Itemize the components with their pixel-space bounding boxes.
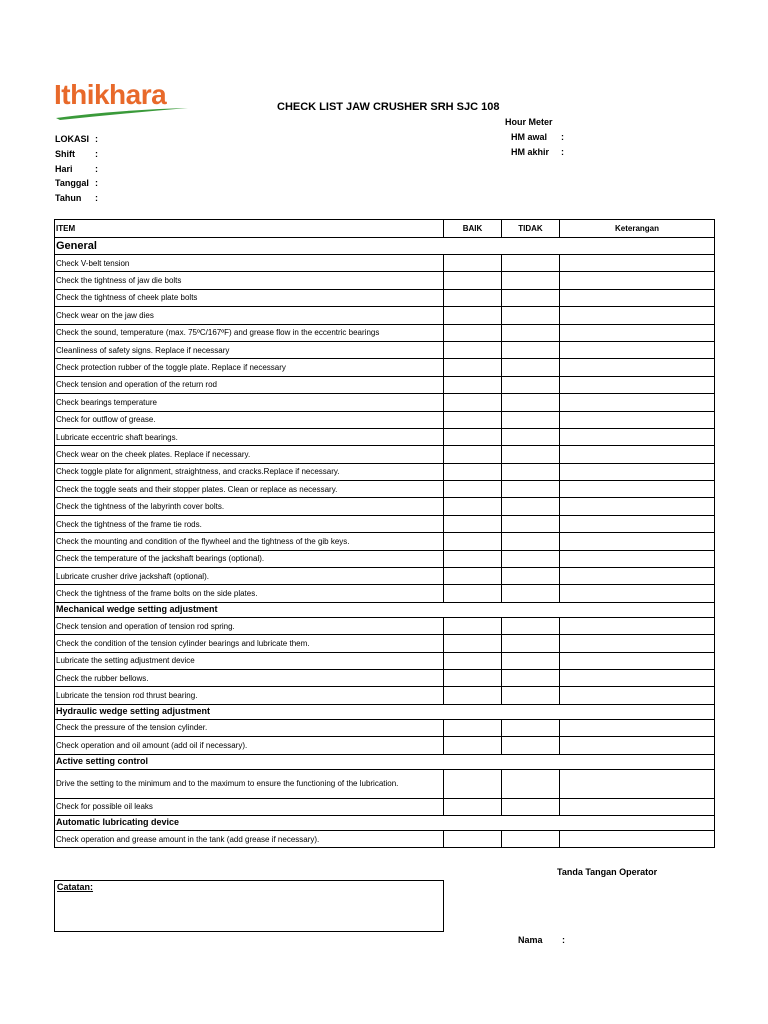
- table-row: [55, 394, 715, 411]
- tidak-cell[interactable]: [502, 550, 560, 567]
- field-hari[interactable]: [55, 162, 98, 177]
- baik-cell[interactable]: [444, 798, 502, 815]
- keterangan-cell[interactable]: [560, 446, 715, 463]
- section-mechanical: [55, 602, 715, 617]
- table-row: [55, 359, 715, 376]
- baik-cell[interactable]: [444, 324, 502, 341]
- table-row: [55, 769, 715, 798]
- table-row: [55, 719, 715, 736]
- item-label: Lubricate the setting adjustment device: [55, 652, 444, 669]
- tidak-cell[interactable]: [502, 411, 560, 428]
- baik-cell[interactable]: [444, 737, 502, 754]
- keterangan-cell[interactable]: [560, 533, 715, 550]
- baik-cell[interactable]: [444, 359, 502, 376]
- field-separator: :: [561, 147, 564, 157]
- table-row: [55, 411, 715, 428]
- item-label: Check wear on the cheek plates. Replace if necessary.: [55, 446, 444, 463]
- tidak-cell[interactable]: [502, 255, 560, 272]
- logo-swoosh-icon: [56, 108, 188, 120]
- baik-cell[interactable]: [444, 428, 502, 445]
- baik-cell[interactable]: [444, 307, 502, 324]
- baik-cell[interactable]: [444, 481, 502, 498]
- field-label: HM awal: [511, 132, 548, 142]
- baik-cell[interactable]: [444, 515, 502, 532]
- table-row: [55, 550, 715, 567]
- baik-cell[interactable]: [444, 394, 502, 411]
- keterangan-cell[interactable]: [560, 341, 715, 358]
- hour-meter-title: Hour Meter: [505, 117, 553, 127]
- keterangan-cell[interactable]: [560, 481, 715, 498]
- auto-items: [55, 830, 715, 847]
- keterangan-cell[interactable]: [560, 428, 715, 445]
- baik-cell[interactable]: [444, 446, 502, 463]
- keterangan-cell[interactable]: [560, 463, 715, 480]
- keterangan-cell[interactable]: [560, 769, 715, 798]
- table-row: [55, 498, 715, 515]
- section-title: Automatic lubricating device: [55, 815, 715, 830]
- section-title: Active setting control: [55, 754, 715, 769]
- item-label: Check bearings temperature: [55, 394, 444, 411]
- baik-cell[interactable]: [444, 533, 502, 550]
- item-label: Check the tightness of the frame tie rods.: [55, 515, 444, 532]
- section-title: General: [55, 238, 715, 255]
- section-active: [55, 754, 715, 769]
- tidak-cell[interactable]: [502, 394, 560, 411]
- tidak-cell[interactable]: [502, 463, 560, 480]
- item-label: Check wear on the jaw dies: [55, 307, 444, 324]
- baik-cell[interactable]: [444, 769, 502, 798]
- table-row: [55, 481, 715, 498]
- item-label: Check the tightness of the labyrinth cover bolts.: [55, 498, 444, 515]
- tidak-cell[interactable]: [502, 798, 560, 815]
- baik-cell[interactable]: [444, 289, 502, 306]
- section-auto: [55, 815, 715, 830]
- baik-cell[interactable]: [444, 687, 502, 704]
- keterangan-cell[interactable]: [560, 687, 715, 704]
- baik-cell[interactable]: [444, 669, 502, 686]
- baik-cell[interactable]: [444, 652, 502, 669]
- tidak-cell[interactable]: [502, 498, 560, 515]
- table-row: [55, 617, 715, 634]
- keterangan-cell[interactable]: [560, 289, 715, 306]
- item-label: Check the temperature of the jackshaft bearings (optional).: [55, 550, 444, 567]
- table-row: [55, 324, 715, 341]
- header-info-fields: [55, 132, 98, 206]
- field-label: Tahun: [55, 193, 82, 204]
- table-header-row: [55, 220, 715, 238]
- table-row: [55, 446, 715, 463]
- keterangan-cell[interactable]: [560, 307, 715, 324]
- keterangan-cell[interactable]: [560, 394, 715, 411]
- logo-text: Ithikhara: [54, 79, 167, 110]
- table-row: [55, 272, 715, 289]
- tidak-cell[interactable]: [502, 669, 560, 686]
- tidak-cell[interactable]: [502, 687, 560, 704]
- item-label: Check the condition of the tension cylinder bearings and lubricate them.: [55, 635, 444, 652]
- table-row: [55, 687, 715, 704]
- tidak-cell[interactable]: [502, 515, 560, 532]
- header-tidak: TIDAK: [502, 220, 560, 238]
- table-row: [55, 669, 715, 686]
- baik-cell[interactable]: [444, 341, 502, 358]
- keterangan-cell[interactable]: [560, 498, 715, 515]
- keterangan-cell[interactable]: [560, 669, 715, 686]
- hydraulic-items: [55, 719, 715, 754]
- item-label: Check operation and grease amount in the tank (add grease if necessary).: [55, 830, 444, 847]
- item-label: Drive the setting to the minimum and to the maximum to ensure the functioning of the lubrication.: [55, 769, 444, 798]
- baik-cell[interactable]: [444, 830, 502, 847]
- baik-cell[interactable]: [444, 255, 502, 272]
- item-label: Check the toggle seats and their stopper plates. Clean or replace as necessary.: [55, 481, 444, 498]
- keterangan-cell[interactable]: [560, 798, 715, 815]
- keterangan-cell[interactable]: [560, 324, 715, 341]
- keterangan-cell[interactable]: [560, 376, 715, 393]
- table-row: [55, 568, 715, 585]
- keterangan-cell[interactable]: [560, 830, 715, 847]
- field-separator: :: [95, 134, 98, 144]
- baik-cell[interactable]: [444, 411, 502, 428]
- table-row: [55, 428, 715, 445]
- table-row: [55, 830, 715, 847]
- tidak-cell[interactable]: [502, 359, 560, 376]
- tidak-cell[interactable]: [502, 428, 560, 445]
- keterangan-cell[interactable]: [560, 550, 715, 567]
- item-label: Check for outflow of grease.: [55, 411, 444, 428]
- table-row: [55, 652, 715, 669]
- mechanical-items: [55, 617, 715, 704]
- tidak-cell[interactable]: [502, 272, 560, 289]
- keterangan-cell[interactable]: [560, 652, 715, 669]
- item-label: Cleanliness of safety signs. Replace if necessary: [55, 341, 444, 358]
- item-label: Check V-belt tension: [55, 255, 444, 272]
- field-separator: :: [95, 178, 98, 189]
- item-label: Check the tightness of jaw die bolts: [55, 272, 444, 289]
- table-row: [55, 289, 715, 306]
- table-row: [55, 307, 715, 324]
- table-row: [55, 533, 715, 550]
- field-tahun[interactable]: [55, 191, 98, 206]
- item-label: Check for possible oil leaks: [55, 798, 444, 815]
- item-label: Lubricate crusher drive jackshaft (optional).: [55, 568, 444, 585]
- field-separator: :: [561, 132, 564, 142]
- field-separator: :: [95, 148, 98, 159]
- field-label: HM akhir: [511, 147, 550, 157]
- field-separator: :: [562, 935, 565, 945]
- document-title: CHECK LIST JAW CRUSHER SRH SJC 108: [277, 101, 500, 113]
- tidak-cell[interactable]: [502, 585, 560, 602]
- baik-cell[interactable]: [444, 463, 502, 480]
- tidak-cell[interactable]: [502, 307, 560, 324]
- baik-cell[interactable]: [444, 272, 502, 289]
- header-keterangan: Keterangan: [560, 220, 715, 238]
- section-title: Hydraulic wedge setting adjustment: [55, 704, 715, 719]
- active-items: [55, 769, 715, 815]
- item-label: Check the tightness of the frame bolts on the side plates.: [55, 585, 444, 602]
- baik-cell[interactable]: [444, 719, 502, 736]
- tidak-cell[interactable]: [502, 481, 560, 498]
- table-row: [55, 341, 715, 358]
- item-label: Check tension and operation of tension rod spring.: [55, 617, 444, 634]
- tidak-cell[interactable]: [502, 769, 560, 798]
- keterangan-cell[interactable]: [560, 635, 715, 652]
- item-label: Check protection rubber of the toggle plate. Replace if necessary: [55, 359, 444, 376]
- table-row: [55, 635, 715, 652]
- keterangan-cell[interactable]: [560, 359, 715, 376]
- keterangan-cell[interactable]: [560, 737, 715, 754]
- notes-box[interactable]: [54, 880, 444, 932]
- table-row: [55, 463, 715, 480]
- keterangan-cell[interactable]: [560, 272, 715, 289]
- baik-cell[interactable]: [444, 376, 502, 393]
- section-title: Mechanical wedge setting adjustment: [55, 602, 715, 617]
- tidak-cell[interactable]: [502, 617, 560, 634]
- field-separator: :: [95, 163, 98, 174]
- field-shift[interactable]: [55, 147, 98, 162]
- field-separator: :: [95, 193, 98, 204]
- baik-cell[interactable]: [444, 498, 502, 515]
- field-tanggal[interactable]: [55, 176, 98, 191]
- keterangan-cell[interactable]: [560, 568, 715, 585]
- tidak-cell[interactable]: [502, 376, 560, 393]
- keterangan-cell[interactable]: [560, 255, 715, 272]
- tidak-cell[interactable]: [502, 652, 560, 669]
- header-item: ITEM: [55, 220, 444, 238]
- item-label: Check the sound, temperature (max. 75ºC/167ºF) and grease flow in the eccentric bearings: [55, 324, 444, 341]
- tidak-cell[interactable]: [502, 341, 560, 358]
- tidak-cell[interactable]: [502, 635, 560, 652]
- field-hm-akhir[interactable]: [511, 147, 564, 157]
- field-lokasi[interactable]: [55, 132, 98, 147]
- item-label: Check toggle plate for alignment, straightness, and cracks.Replace if necessary.: [55, 463, 444, 480]
- section-hydraulic: [55, 704, 715, 719]
- tidak-cell[interactable]: [502, 719, 560, 736]
- field-label: LOKASI: [55, 134, 90, 144]
- field-label: Shift: [55, 148, 75, 159]
- tidak-cell[interactable]: [502, 568, 560, 585]
- item-label: Check tension and operation of the return rod: [55, 376, 444, 393]
- item-label: Check operation and oil amount (add oil if necessary).: [55, 737, 444, 754]
- item-label: Check the tightness of cheek plate bolts: [55, 289, 444, 306]
- keterangan-cell[interactable]: [560, 617, 715, 634]
- item-label: Check the pressure of the tension cylinder.: [55, 719, 444, 736]
- field-label: Tanggal: [55, 178, 89, 189]
- table-row: [55, 737, 715, 754]
- item-label: Check the mounting and condition of the flywheel and the tightness of the gib keys.: [55, 533, 444, 550]
- general-items: [55, 255, 715, 603]
- item-label: Lubricate the tension rod thrust bearing.: [55, 687, 444, 704]
- baik-cell[interactable]: [444, 585, 502, 602]
- tidak-cell[interactable]: [502, 289, 560, 306]
- operator-signature-label: Tanda Tangan Operator: [557, 867, 658, 877]
- field-label: Hari: [55, 163, 73, 174]
- tidak-cell[interactable]: [502, 830, 560, 847]
- table-row: [55, 376, 715, 393]
- keterangan-cell[interactable]: [560, 585, 715, 602]
- section-general: [55, 238, 715, 255]
- table-row: [55, 585, 715, 602]
- table-row: [55, 798, 715, 815]
- field-nama[interactable]: [518, 935, 565, 945]
- baik-cell[interactable]: [444, 617, 502, 634]
- baik-cell[interactable]: [444, 550, 502, 567]
- keterangan-cell[interactable]: [560, 719, 715, 736]
- field-hm-awal[interactable]: [511, 132, 564, 142]
- company-logo: [54, 80, 194, 122]
- table-row: [55, 255, 715, 272]
- item-label: Lubricate eccentric shaft bearings.: [55, 428, 444, 445]
- tidak-cell[interactable]: [502, 446, 560, 463]
- baik-cell[interactable]: [444, 635, 502, 652]
- checklist-table: [54, 219, 715, 848]
- keterangan-cell[interactable]: [560, 515, 715, 532]
- tidak-cell[interactable]: [502, 737, 560, 754]
- tidak-cell[interactable]: [502, 324, 560, 341]
- table-row: [55, 515, 715, 532]
- item-label: Check the rubber bellows.: [55, 669, 444, 686]
- keterangan-cell[interactable]: [560, 411, 715, 428]
- header-baik: BAIK: [444, 220, 502, 238]
- notes-label: Catatan:: [57, 882, 94, 892]
- field-label: Nama: [518, 935, 543, 945]
- baik-cell[interactable]: [444, 568, 502, 585]
- tidak-cell[interactable]: [502, 533, 560, 550]
